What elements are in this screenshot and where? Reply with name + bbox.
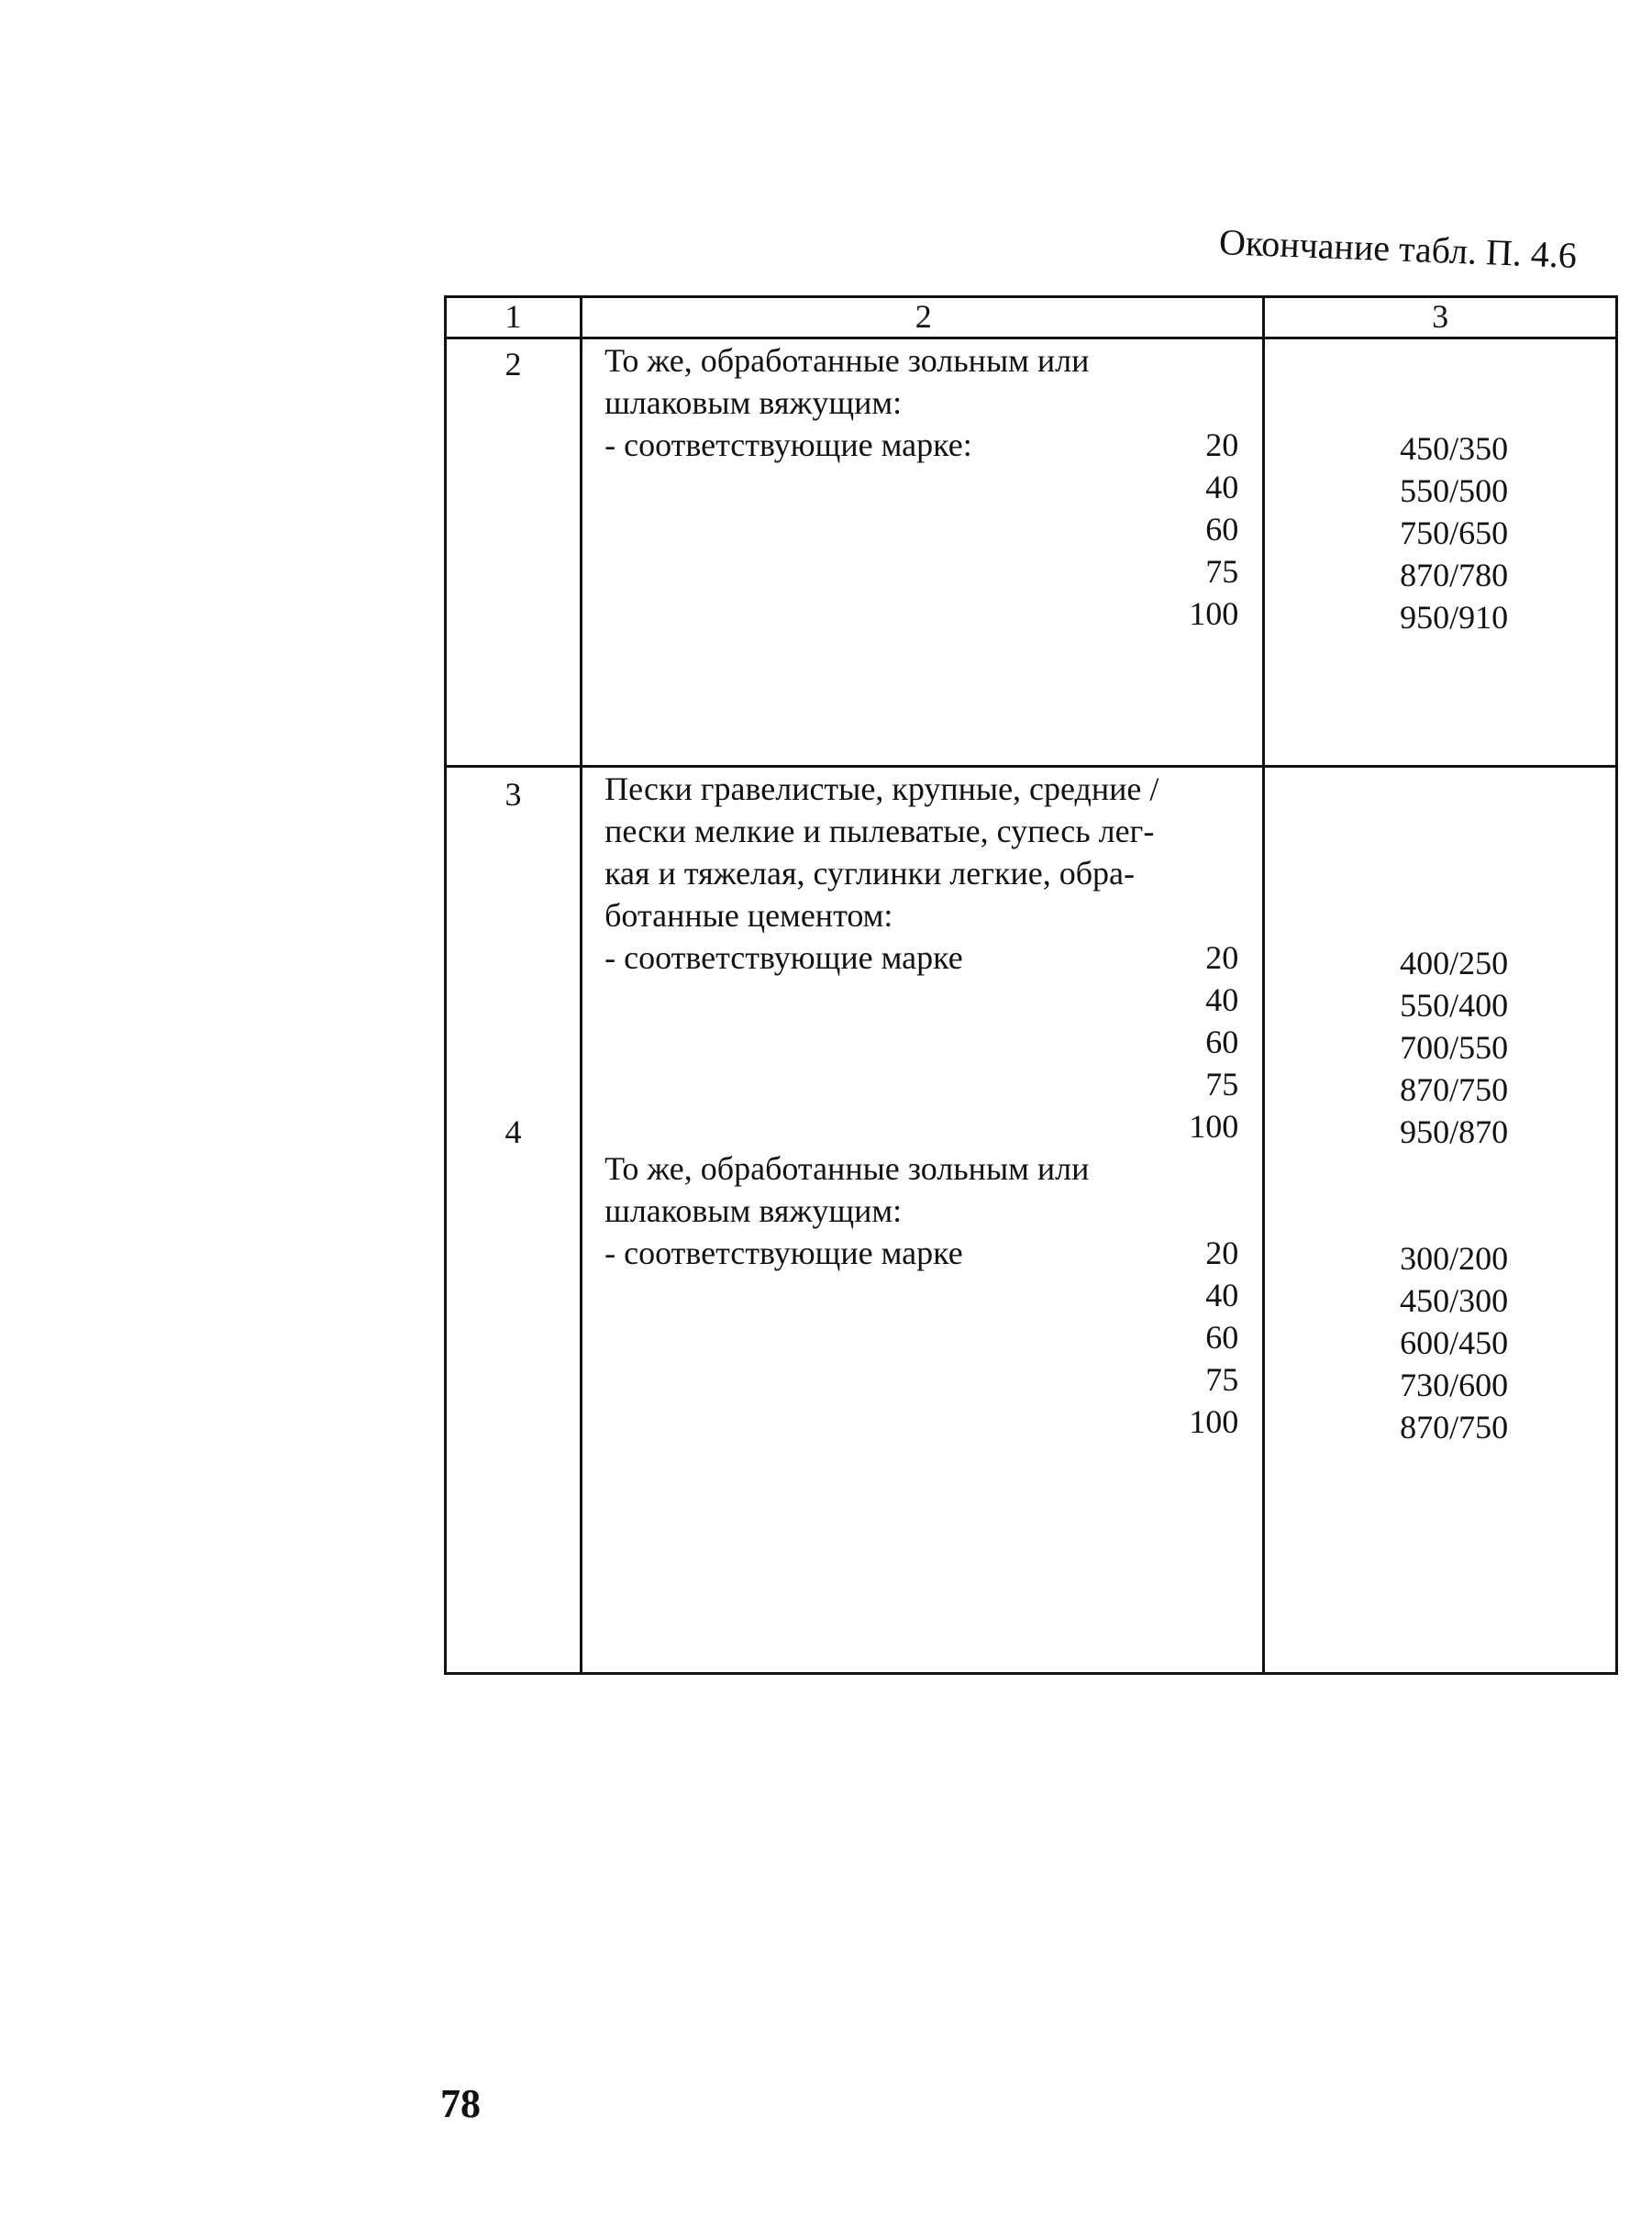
mark-value: 75 bbox=[1205, 1361, 1239, 1398]
mark-value: 100 bbox=[1189, 1108, 1239, 1145]
desc-line: ботанные цементом: bbox=[604, 897, 893, 934]
strength-value: 600/450 bbox=[1400, 1324, 1509, 1361]
mark-value: 40 bbox=[1205, 1277, 1239, 1313]
strength-value: 870/750 bbox=[1400, 1071, 1509, 1108]
sublabel-line bbox=[604, 424, 1242, 466]
desc-line: пески мелкие и пылеватые, супесь лег- bbox=[604, 813, 1155, 849]
strength-value: 870/780 bbox=[1400, 557, 1509, 593]
row-number bbox=[446, 338, 582, 767]
mark-value: 75 bbox=[1205, 553, 1239, 590]
mark-value: 60 bbox=[1205, 1319, 1239, 1356]
row-values bbox=[1264, 767, 1617, 1674]
header-col-1: 1 bbox=[446, 297, 582, 338]
strength-value: 550/500 bbox=[1400, 472, 1509, 509]
mark-value: 20 bbox=[1205, 1235, 1239, 1271]
row-num-2: 2 bbox=[504, 346, 522, 382]
spacer bbox=[447, 815, 580, 1111]
mark-value: 100 bbox=[1189, 1403, 1239, 1440]
sublabel: - соответствующие марке bbox=[604, 939, 963, 976]
mark-value: 20 bbox=[1205, 427, 1239, 463]
desc-line: шлаковым вяжущим: bbox=[604, 1192, 903, 1229]
strength-value: 450/300 bbox=[1400, 1282, 1509, 1319]
row-description bbox=[582, 767, 1264, 1674]
row-num-3: 3 bbox=[504, 776, 522, 813]
mark-value: 60 bbox=[1205, 511, 1239, 548]
strength-value: 300/200 bbox=[1400, 1240, 1509, 1277]
desc-line: То же, обработанные зольным или bbox=[604, 342, 1090, 379]
strength-value: 700/550 bbox=[1400, 1029, 1509, 1066]
sublabel-line bbox=[604, 1232, 1242, 1274]
sublabel: - соответствующие марке: bbox=[604, 427, 972, 463]
row-number bbox=[446, 767, 582, 1674]
strength-value: 550/400 bbox=[1400, 987, 1509, 1024]
table-row bbox=[446, 338, 1617, 767]
strength-value: 870/750 bbox=[1400, 1409, 1509, 1446]
sublabel-line bbox=[604, 936, 1242, 979]
mark-value: 40 bbox=[1205, 981, 1239, 1018]
table-row bbox=[446, 767, 1617, 1674]
row-num-4: 4 bbox=[504, 1113, 522, 1150]
strength-value: 730/600 bbox=[1400, 1367, 1509, 1403]
desc-line: То же, обработанные зольным или bbox=[604, 1150, 1090, 1187]
page-number: 78 bbox=[440, 2081, 481, 2126]
strength-value: 950/910 bbox=[1400, 599, 1509, 636]
mark-value: 75 bbox=[1205, 1066, 1239, 1102]
strength-value: 450/350 bbox=[1400, 430, 1509, 467]
row-values bbox=[1264, 338, 1617, 767]
strength-value: 950/870 bbox=[1400, 1113, 1509, 1150]
mark-value: 40 bbox=[1205, 469, 1239, 505]
header-col-2: 2 bbox=[582, 297, 1264, 338]
mark-value: 100 bbox=[1189, 595, 1239, 632]
mark-value: 60 bbox=[1205, 1024, 1239, 1060]
sublabel: - соответствующие марке bbox=[604, 1235, 963, 1271]
table-header-row bbox=[446, 297, 1617, 338]
data-table bbox=[444, 295, 1618, 1675]
strength-value: 400/250 bbox=[1400, 945, 1509, 981]
mark-value: 20 bbox=[1205, 939, 1239, 976]
desc-line: Пески гравелистые, крупные, средние / bbox=[604, 770, 1159, 807]
desc-line: кая и тяжелая, суглинки легкие, обра- bbox=[604, 855, 1135, 892]
strength-value: 750/650 bbox=[1400, 515, 1509, 551]
desc-line: шлаковым вяжущим: bbox=[604, 384, 903, 421]
table-caption: Окончание табл. П. 4.6 bbox=[1218, 220, 1578, 276]
spacer bbox=[1265, 1153, 1615, 1237]
header-col-3: 3 bbox=[1264, 297, 1617, 338]
row-description bbox=[582, 338, 1264, 767]
